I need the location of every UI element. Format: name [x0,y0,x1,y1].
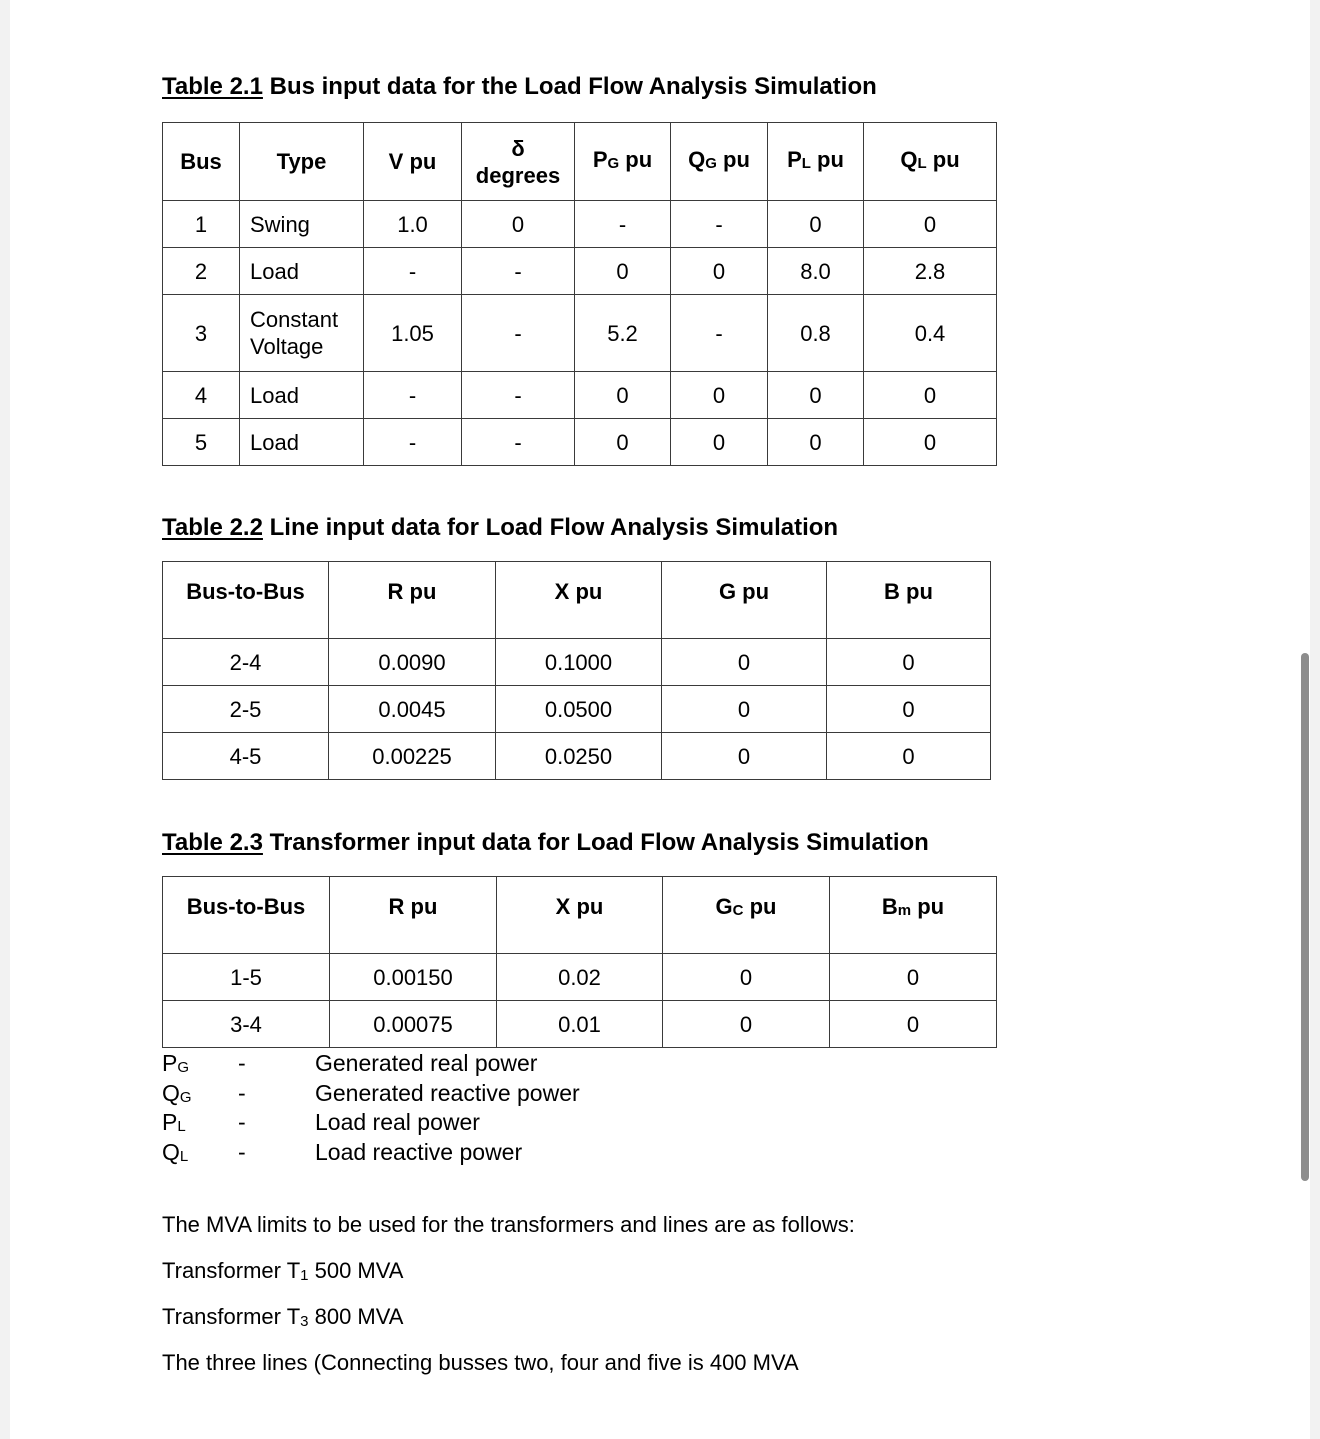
cell-ql: 2.8 [864,248,997,295]
cell-pg: 0 [575,372,671,419]
cell-x: 0.1000 [496,639,662,686]
table-row [163,639,991,686]
legend-description: Generated reactive power [315,1079,580,1106]
cell-x: 0.0250 [496,733,662,780]
cell-bus-to-bus: 3-4 [163,1001,330,1048]
table2-caption-number: Table 2.2 [162,514,263,541]
header-r: R pu [329,562,496,639]
cell-qg: 0 [671,372,768,419]
cell-bus-to-bus: 4-5 [163,733,329,780]
cell-pl: 8.0 [768,248,864,295]
table1-caption [162,73,877,101]
header-r: R pu [330,877,497,954]
cell-bus: 2 [163,248,240,295]
cell-r: 0.00225 [329,733,496,780]
cell-bm: 0 [830,954,997,1001]
legend-symbol [162,1108,186,1142]
table1-caption-number: Table 2.1 [162,73,263,100]
cell-pg: - [575,201,671,248]
cell-r: 0.0045 [329,686,496,733]
cell-bus: 1 [163,201,240,248]
cell-type-line2: Voltage [250,334,324,359]
pl-main: P [787,147,802,172]
bus-input-table [162,122,997,466]
t1-sub: 1 [300,1267,309,1284]
table1-caption-text: Bus input data for the Load Flow Analysis Simulation [269,73,877,100]
cell-r: 0.00075 [330,1001,497,1048]
cell-bm: 0 [830,1001,997,1048]
legend-description: Load real power [315,1109,480,1135]
table2-caption [162,514,838,542]
cell-pg: 0 [575,248,671,295]
cell-r: 0.00150 [330,954,497,1001]
legend-symbol-main: P [162,1050,178,1076]
header-bus-to-bus: Bus-to-Bus [163,877,330,954]
cell-x: 0.0500 [496,686,662,733]
table-row [163,686,991,733]
table2-header-row [163,562,991,639]
cell-x: 0.02 [497,954,663,1001]
legend-symbol-sub: L [177,1118,186,1135]
mva-intro: The MVA limits to be used for the transformers and lines are as follows: [162,1212,855,1237]
qg-sub: G [705,155,717,172]
header-delta-unit: degrees [475,162,561,188]
header-delta-symbol: δ [511,135,525,161]
cell-delta: - [462,248,575,295]
cell-v: - [364,248,462,295]
pl-sub: L [801,155,811,172]
t1-suffix: 500 MVA [308,1258,404,1283]
bm-unit: pu [911,894,945,919]
cell-v: - [364,372,462,419]
pg-sub: G [607,155,620,172]
legend-dash: - [238,1138,246,1165]
header-b: B pu [827,562,991,639]
table-row [163,954,997,1001]
cell-qg: - [671,295,768,372]
cell-pl: 0 [768,419,864,466]
cell-delta: - [462,372,575,419]
cell-pg: 0 [575,419,671,466]
table1-header-row [163,123,997,201]
cell-qg: 0 [671,419,768,466]
table-row [163,419,997,466]
legend-symbol-main: P [162,1109,178,1135]
header-qg [671,123,768,201]
mva-transformer-t3 [162,1304,403,1330]
legend-symbol-main: Q [162,1079,180,1106]
cell-g: 0 [662,733,827,780]
pl-unit: pu [810,147,844,172]
cell-type: Load [240,372,364,419]
cell-g: 0 [662,639,827,686]
legend-symbol [162,1049,189,1083]
cell-ql: 0 [864,201,997,248]
header-pl [768,123,864,201]
qg-unit: pu [716,147,750,172]
cell-b: 0 [827,686,991,733]
ql-unit: pu [926,147,960,172]
table-row [163,372,997,419]
gc-unit: pu [743,894,777,919]
ql-sub: L [917,155,927,172]
header-type: Type [240,123,364,201]
table3-caption-number: Table 2.3 [162,829,263,856]
cell-pl: 0 [768,372,864,419]
legend-symbol-main: Q [162,1138,180,1165]
table-row [163,1001,997,1048]
cell-bus-to-bus: 2-5 [163,686,329,733]
cell-delta: - [462,295,575,372]
cell-qg: - [671,201,768,248]
cell-bus: 5 [163,419,240,466]
header-x: X pu [497,877,663,954]
gc-main: G [715,894,733,919]
mva-transformer-t1 [162,1258,403,1284]
header-x: X pu [496,562,662,639]
t1-prefix: Transformer T [162,1258,301,1283]
cell-b: 0 [827,639,991,686]
cell-b: 0 [827,733,991,780]
legend-symbol [162,1079,192,1113]
bm-main: B [881,894,898,919]
cell-r: 0.0090 [329,639,496,686]
legend-dash: - [238,1050,246,1076]
t3-sub: 3 [300,1313,309,1330]
cell-type: Load [240,419,364,466]
legend-symbol [162,1138,188,1172]
legend-symbol-sub: L [179,1147,189,1165]
header-delta [462,123,575,201]
cell-ql: 0 [864,372,997,419]
header-bm [830,877,997,954]
ql-main: Q [900,147,918,172]
header-ql [864,123,997,201]
bm-sub: m [897,902,912,919]
cell-gc: 0 [663,954,830,1001]
table-row [163,733,991,780]
cell-pl: 0.8 [768,295,864,372]
table-row [163,201,997,248]
line-input-table [162,561,991,780]
transformer-input-table [162,876,997,1048]
cell-delta: - [462,419,575,466]
table3-caption-text: Transformer input data for Load Flow Analysis Simulation [269,829,929,856]
table-row [163,248,997,295]
table2-caption-text: Line input data for Load Flow Analysis Simulation [269,514,839,541]
cell-ql: 0 [864,419,997,466]
pg-main: P [592,147,608,172]
header-g: G pu [662,562,827,639]
cell-v: - [364,419,462,466]
t3-suffix: 800 MVA [308,1304,404,1329]
cell-bus: 3 [163,295,240,372]
header-gc [663,877,830,954]
qg-main: Q [688,147,706,172]
header-pg [575,123,671,201]
cell-v: 1.05 [364,295,462,372]
pg-unit: pu [619,147,653,172]
cell-type: Swing [240,201,364,248]
cell-type-line1: Constant [250,307,339,332]
table3-header-row [163,877,997,954]
gc-sub: C [732,902,744,919]
cell-pg: 5.2 [575,295,671,372]
legend-symbol-sub: G [177,1059,190,1076]
cell-x: 0.01 [497,1001,663,1048]
table3-caption [162,829,929,857]
t3-prefix: Transformer T [162,1304,301,1329]
cell-bus-to-bus: 2-4 [163,639,329,686]
cell-g: 0 [662,686,827,733]
cell-bus-to-bus: 1-5 [163,954,330,1001]
header-bus: Bus [163,123,240,201]
cell-bus: 4 [163,372,240,419]
legend-dash: - [238,1079,246,1106]
legend-dash: - [238,1109,246,1135]
legend-symbol-sub: G [179,1088,192,1106]
mva-lines: The three lines (Connecting busses two, four and five is 400 MVA [162,1350,799,1375]
cell-gc: 0 [663,1001,830,1048]
table-row [163,295,997,372]
cell-v: 1.0 [364,201,462,248]
header-bus-to-bus: Bus-to-Bus [163,562,329,639]
cell-ql: 0.4 [864,295,997,372]
cell-type: Load [240,248,364,295]
cell-delta: 0 [462,201,575,248]
cell-type [240,295,364,372]
cell-qg: 0 [671,248,768,295]
legend-description: Load reactive power [315,1138,523,1165]
vertical-scrollbar-thumb[interactable] [1301,653,1309,1181]
header-v: V pu [364,123,462,201]
legend-description: Generated real power [315,1050,538,1076]
cell-pl: 0 [768,201,864,248]
